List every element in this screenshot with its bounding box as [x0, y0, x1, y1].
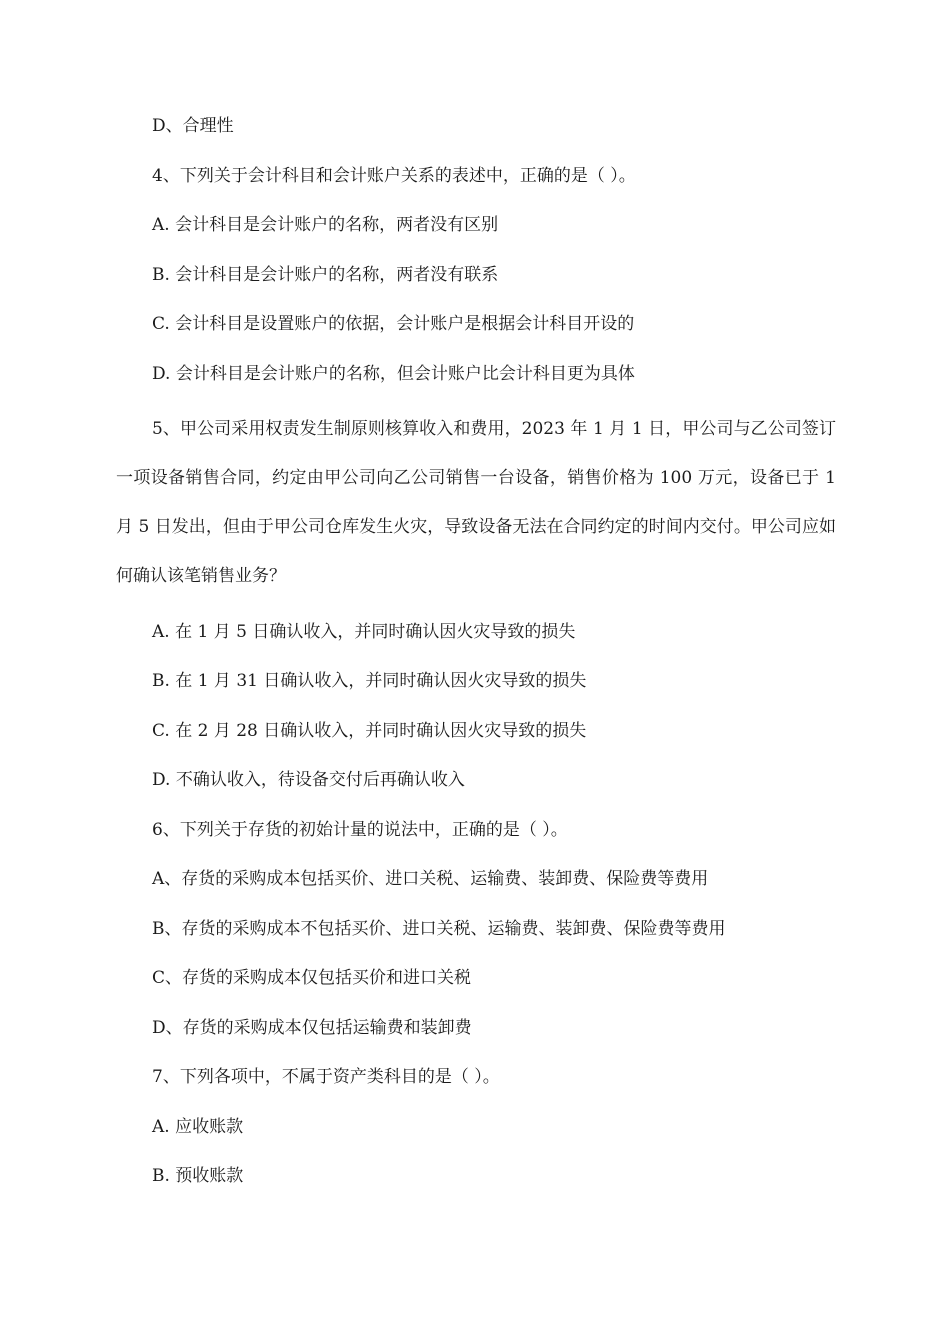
question-5-option-a: A. 在 1 月 5 日确认收入，并同时确认因火灾导致的损失 [152, 621, 576, 642]
question-4-option-d: D. 会计科目是会计账户的名称，但会计账户比会计科目更为具体 [152, 363, 635, 384]
question-6-option-b: B、存货的采购成本不包括买价、进口关税、运输费、装卸费、保险费等费用 [152, 918, 726, 939]
question-6-option-d: D、存货的采购成本仅包括运输费和装卸费 [152, 1017, 472, 1038]
question-6-option-c: C、存货的采购成本仅包括买价和进口关税 [152, 968, 472, 988]
question-6-option-a: A、存货的采购成本包括买价、进口关税、运输费、装卸费、保险费等费用 [152, 869, 709, 889]
question-5-option-b: B. 在 1 月 31 日确认收入，并同时确认因火灾导致的损失 [152, 671, 587, 691]
document-body [116, 108, 836, 1195]
question-4-option-b: B. 会计科目是会计账户的名称，两者没有联系 [152, 264, 499, 285]
question-7: 7、下列各项中，不属于资产类科目的是（ ）。 [152, 1067, 500, 1087]
question-4-option-c: C. 会计科目是设置账户的依据，会计账户是根据会计科目开设的 [152, 314, 635, 334]
question-7-option-b: B. 预收账款 [152, 1166, 244, 1186]
question-5-option-d: D. 不确认收入，待设备交付后再确认收入 [152, 770, 465, 790]
question-5: 5、甲公司采用权责发生制原则核算收入和费用，2023 年 1 月 1 日，甲公司与乙公司签订一项设备销售合同，约定由甲公司向乙公司销售一台设备，销售价格为 100 万元，设备已于 1 月 5 日发出，但由于甲公司仓库发生火灾，导致设备无法在合同约定的时间内交付。甲公司应如何确认该笔销售业务？ [116, 419, 836, 586]
option-d-previous: D、合理性 [152, 116, 234, 136]
question-4: 4、下列关于会计科目和会计账户关系的表述中，正确的是（ ）。 [152, 165, 636, 186]
question-5-option-c: C. 在 2 月 28 日确认收入，并同时确认因火灾导致的损失 [152, 720, 587, 741]
question-6: 6、下列关于存货的初始计量的说法中，正确的是（ ）。 [152, 819, 568, 840]
question-4-option-a: A. 会计科目是会计账户的名称，两者没有区别 [152, 215, 499, 235]
question-7-option-a: A. 应收账款 [152, 1116, 244, 1137]
